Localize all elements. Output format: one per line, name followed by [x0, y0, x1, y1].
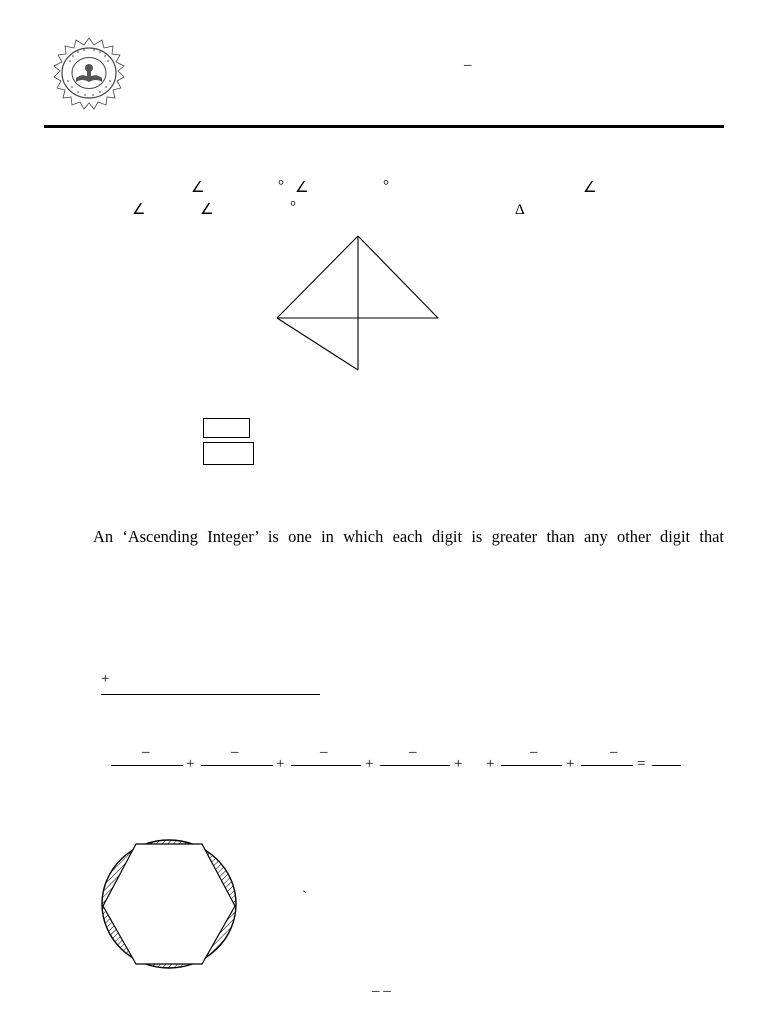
plus-sign: +: [454, 756, 463, 772]
plus-sign: +: [365, 756, 374, 772]
fraction-bar: [581, 765, 633, 766]
institute-seal-icon: [48, 37, 130, 109]
header-logo: [48, 37, 130, 109]
angle-symbol: ∠: [583, 180, 597, 196]
plus-sign: +: [101, 671, 110, 687]
angle-symbol: ∠: [132, 202, 146, 218]
fraction-bar: [111, 765, 183, 766]
triangle-symbol: Δ: [515, 202, 525, 218]
angle-symbol: ∠: [191, 180, 205, 196]
fraction-bar: [380, 765, 450, 766]
answer-box[interactable]: [203, 442, 254, 465]
header-title-dash: –: [464, 57, 472, 73]
header-rule: [44, 125, 724, 128]
fraction-bar: [652, 765, 681, 766]
fraction-bar: [101, 694, 320, 695]
ascending-integer-sentence: An ‘Ascending Integer’ is one in which each digit is greater than any other digit that: [93, 527, 724, 546]
numerator-dash: –: [231, 744, 239, 760]
plus-sign: +: [276, 756, 285, 772]
angle-symbol: ∠: [200, 202, 214, 218]
fraction-bar: [291, 765, 361, 766]
angle-symbol: ∠: [295, 180, 309, 196]
fraction-bar: [501, 765, 562, 766]
stray-mark: `: [302, 889, 307, 905]
numerator-dash: –: [409, 744, 417, 760]
page-marker: – –: [372, 983, 391, 999]
degree-symbol: °: [278, 178, 284, 194]
numerator-dash: –: [530, 744, 538, 760]
plus-sign: +: [186, 756, 195, 772]
plus-sign: +: [566, 756, 575, 772]
geometry-figure: [270, 230, 450, 380]
numerator-dash: –: [320, 744, 328, 760]
numerator-dash: –: [142, 744, 150, 760]
plus-sign: +: [486, 756, 495, 772]
inscribed-hexagon-figure: [96, 836, 242, 976]
degree-symbol: °: [383, 178, 389, 194]
equals-sign: =: [637, 756, 646, 772]
answer-box[interactable]: [203, 418, 250, 438]
degree-symbol: °: [290, 199, 296, 215]
numerator-dash: –: [610, 744, 618, 760]
fraction-bar: [201, 765, 273, 766]
